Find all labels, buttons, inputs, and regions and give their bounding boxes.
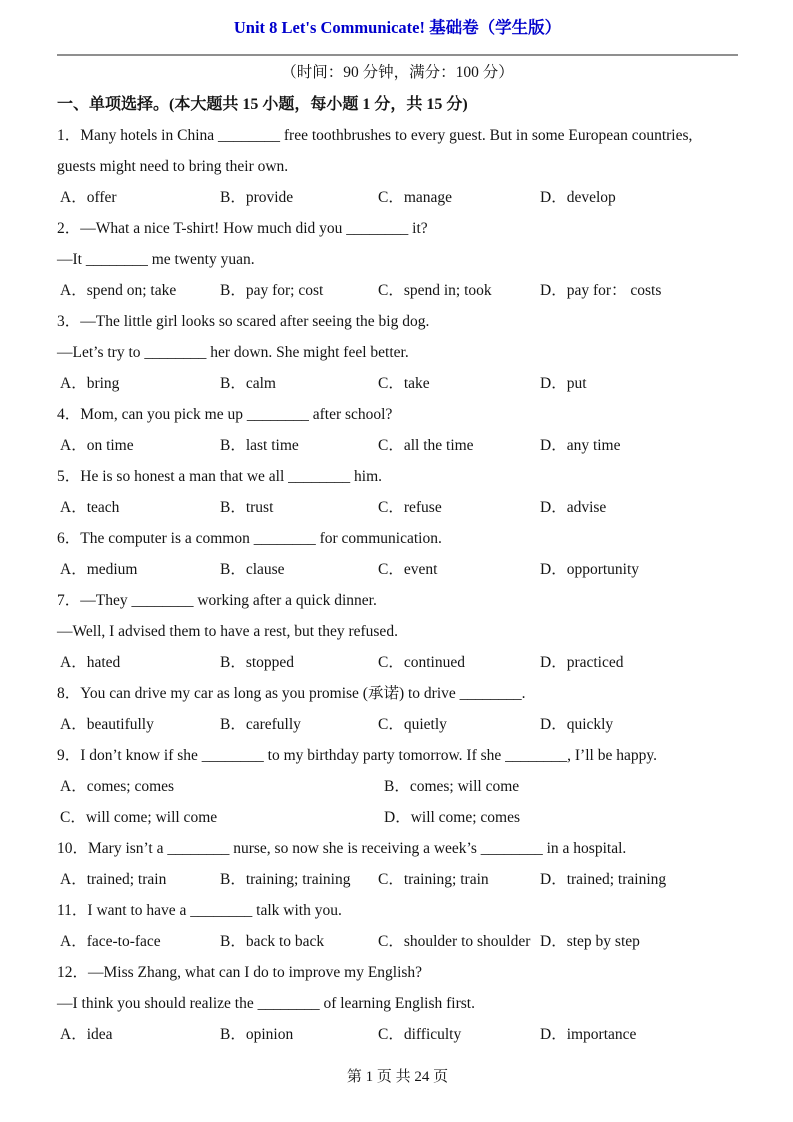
question-text-line: guests might need to bring their own. — [57, 158, 289, 175]
option: D．opportunity — [540, 561, 640, 578]
option: D．will come; comes — [384, 809, 521, 826]
option: A．beautifully — [60, 716, 154, 733]
option: B．opinion — [220, 1026, 294, 1043]
option-group — [57, 709, 738, 740]
question-text-line: 11．I want to have a ________ talk with you. — [57, 902, 342, 919]
option: C．take — [378, 375, 430, 392]
question-11 — [57, 895, 738, 957]
question-text-line: 2．—What a nice T-shirt! How much did you ________ it? — [57, 220, 428, 237]
option-group — [57, 554, 738, 585]
option: A．idea — [60, 1026, 113, 1043]
option-group — [57, 275, 738, 306]
option: C．difficulty — [378, 1026, 462, 1043]
option: A．teach — [60, 499, 120, 516]
question-6 — [57, 523, 738, 585]
option: B．trust — [220, 499, 274, 516]
option: D．develop — [540, 189, 616, 206]
option: D．advise — [540, 499, 607, 516]
option: C．continued — [378, 654, 465, 671]
question-text-line: 10．Mary isn’t a ________ nurse, so now she is receiving a week’s ________ in a hospital. — [57, 840, 627, 857]
option: A．comes; comes — [60, 778, 175, 795]
option: B．stopped — [220, 654, 295, 671]
option: C．spend in; took — [378, 282, 492, 299]
option: B．provide — [220, 189, 294, 206]
question-4 — [57, 399, 738, 461]
option: B．training; training — [220, 871, 351, 888]
option: B．pay for; cost — [220, 282, 324, 299]
option: A．hated — [60, 654, 121, 671]
question-text-line: 3．—The little girl looks so scared after seeing the big dog. — [57, 313, 430, 330]
question-text-line: 8．You can drive my car as long as you promise (承诺) to drive ________. — [57, 685, 526, 702]
option: D．step by step — [540, 933, 640, 950]
option-group — [57, 492, 738, 523]
question-2 — [57, 213, 738, 306]
option: D．quickly — [540, 716, 614, 733]
option: C．will come; will come — [60, 809, 218, 826]
option: B．calm — [220, 375, 276, 392]
document-title: Unit 8 Let's Communicate! 基础卷（学生版） — [233, 18, 562, 37]
question-8 — [57, 678, 738, 740]
section-heading: 一、单项选择。(本大题共 15 小题，每小题 1 分，共 15 分) — [57, 96, 468, 113]
question-text-line: 7．—They ________ working after a quick dinner. — [57, 592, 377, 609]
question-1 — [57, 120, 738, 213]
option: B．clause — [220, 561, 285, 578]
option: A．trained; train — [60, 871, 167, 888]
question-text-line: 9．I don’t know if she ________ to my birthday party tomorrow. If she ________, I’ll be happy. — [57, 747, 657, 764]
option: C．refuse — [378, 499, 442, 516]
option: C．shoulder to shoulder — [378, 933, 531, 950]
option: B．back to back — [220, 933, 325, 950]
title-divider — [57, 54, 738, 56]
option: C．training; train — [378, 871, 489, 888]
question-text-line: 5．He is so honest a man that we all ________ him. — [57, 468, 383, 485]
option-group — [57, 182, 738, 213]
option-group — [57, 1019, 738, 1050]
option: C．all the time — [378, 437, 474, 454]
question-text-line: —Well, I advised them to have a rest, but they refused. — [57, 623, 398, 640]
option: D．pay for： costs — [540, 282, 662, 299]
question-text-line: 1．Many hotels in China ________ free toothbrushes to every guest. But in some European countries, — [57, 127, 693, 144]
option: A．medium — [60, 561, 138, 578]
question-12 — [57, 957, 738, 1050]
question-5 — [57, 461, 738, 523]
page-number-footer: 第 1 页 共 24 页 — [346, 1069, 449, 1085]
option: D．trained; training — [540, 871, 667, 888]
option-group — [57, 864, 738, 895]
question-text-line: —I think you should realize the ________ of learning English first. — [57, 995, 475, 1012]
question-7 — [57, 585, 738, 678]
option: A．bring — [60, 375, 120, 392]
question-text-line: 6．The computer is a common ________ for communication. — [57, 530, 442, 547]
option-group — [57, 368, 738, 399]
option: D．practiced — [540, 654, 624, 671]
question-text-line: —It ________ me twenty yuan. — [57, 251, 255, 268]
option: B．comes; will come — [384, 778, 520, 795]
question-text-line: 4．Mom, can you pick me up ________ after school? — [57, 406, 393, 423]
option: A．offer — [60, 189, 117, 206]
option: D．importance — [540, 1026, 637, 1043]
option: A．face-to-face — [60, 933, 161, 950]
time-score-line: （时间：90 分钟，满分：100 分） — [281, 64, 514, 81]
option: B．carefully — [220, 716, 301, 733]
option-group — [57, 647, 738, 678]
option: D．put — [540, 375, 587, 392]
option: A．on time — [60, 437, 134, 454]
question-text-line: 12．—Miss Zhang, what can I do to improve my English? — [57, 964, 423, 981]
question-text-line: —Let’s try to ________ her down. She might feel better. — [57, 344, 409, 361]
question-3 — [57, 306, 738, 399]
option-group — [57, 430, 738, 461]
option: A．spend on; take — [60, 282, 177, 299]
option: C．manage — [378, 189, 453, 206]
option-group — [57, 926, 738, 957]
question-9 — [57, 740, 738, 833]
option-group — [57, 771, 738, 833]
option: D．any time — [540, 437, 621, 454]
option: C．event — [378, 561, 438, 578]
option: C．quietly — [378, 716, 447, 733]
question-list — [57, 120, 738, 1050]
option: B．last time — [220, 437, 299, 454]
question-10 — [57, 833, 738, 895]
